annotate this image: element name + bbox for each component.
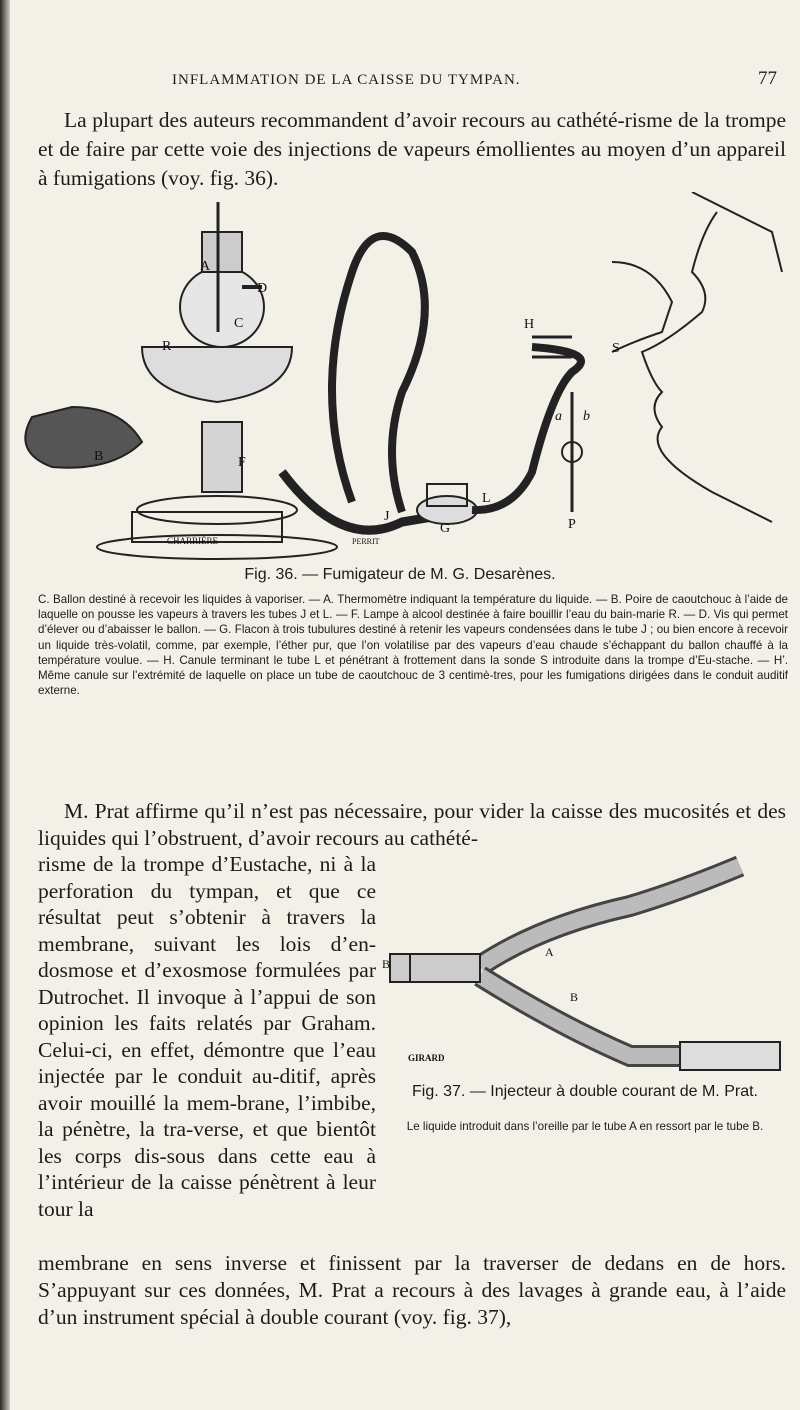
fig37-maker-mark: GIRARD (408, 1053, 445, 1063)
label-A: A (200, 259, 211, 274)
tube-A-highlight (480, 866, 740, 966)
figure-37-illustration (380, 846, 790, 1086)
label-S: S (612, 341, 620, 356)
label-F: F (238, 455, 246, 470)
figure-36-illustration (12, 192, 792, 562)
paragraph-2-tail: membrane en sens inverse et finissent par la traverser de dedans en de hors. S’appuyant sur ces données, M. Prat a recours à des lavages à grande eau, à l’aide d’un instrument spécial à double courant (voy. fig. 37), (38, 1251, 786, 1329)
figure-37-caption: Fig. 37. — Injecteur à double courant de M. Prat. (412, 1083, 758, 1100)
poire-B (25, 407, 142, 468)
maker-mark: CHARRIÈRE (167, 536, 219, 546)
fig37-label-B: B (570, 990, 579, 1004)
fig37-label-B-left: B (382, 957, 391, 971)
fig37-label-A: A (545, 945, 554, 959)
label-a: a (555, 409, 562, 424)
nozzle (390, 954, 480, 982)
patient-head-profile (642, 212, 772, 522)
label-D: D (257, 281, 268, 296)
connector-end (680, 1042, 780, 1070)
label-R: R (162, 339, 172, 354)
injector-drawing (380, 846, 790, 1086)
figure-37-legend: Le liquide introduit dans l’oreille par le tube A en ressort par le tube B. (406, 1120, 764, 1133)
tubing-loop (332, 236, 425, 512)
figure-36-caption: Fig. 36. — Fumigateur de M. G. Desarènes. (244, 566, 556, 583)
label-H: H (524, 317, 535, 332)
label-J: J (384, 509, 390, 524)
paragraph-1: La plupart des auteurs recommandent d’avoir recours au cathété-risme de la trompe et de faire par cette voie des injections de vapeurs émollientes au moyen d’un appareil à fumigations (voy. fig. 36). (38, 108, 786, 190)
sonde-S-inserted (612, 262, 672, 352)
book-binding-edge (0, 0, 10, 1410)
running-header (172, 68, 777, 89)
engraver-mark: PERRIT (352, 537, 380, 546)
ballon-C (180, 267, 264, 347)
paragraph-2-first-line: M. Prat affirme qu’il n’est pas nécessaire, pour vider la caisse des mucosités et des liquides qui l’obstruent, d’avoir recours au cathété- (38, 799, 786, 850)
fumigator-drawing (12, 192, 792, 562)
label-C: C (234, 316, 244, 331)
label-B: B (94, 449, 104, 464)
running-title: INFLAMMATION DE LA CAISSE DU TYMPAN. (172, 72, 521, 88)
label-G: G (440, 521, 451, 536)
bain-marie-R (142, 347, 292, 402)
lampe-F (202, 422, 242, 492)
label-b: b (583, 409, 590, 424)
label-P: P (568, 517, 576, 532)
figure-36-legend: C. Ballon destiné à recevoir les liquides à vaporiser. — A. Thermomètre indiquant la température du liquide. — B. Poire de caoutchouc à l’aide de laquelle on pousse les vapeurs à travers les tubes J et L. — F. Lampe à alcool destinée à faire bouillir l’eau du bain-marie R. — D. Vis qui permet d’élever ou d’abaisser le ballon. — G. Flacon à trois tubulures destiné à retenir les vapeurs condensées dans le tube J ; ou bien encore à recevoir un liquide très-volatil, comme, par exemple, l’éther pur, que l’on volatilise par des vapeurs d’eau chaude s’échappant du ballon chauffé à la température voulue. — H. Canule terminant le tube L et pénétrant à frottement dans la sonde S introduite dans la trompe d’Eu-stache. — H’. Même canule sur l’extrémité de laquelle on place un tube de caoutchouc de 3 centimè-tres, pour les fumigations dirigées dans le conduit auditif externe. (38, 593, 788, 698)
tube-L (472, 347, 581, 510)
label-L: L (482, 491, 491, 506)
page-number: 77 (758, 68, 777, 89)
lamp-body (137, 496, 297, 524)
paragraph-2-wrapped-text: risme de la trompe d’Eustache, ni à la perforation du tympan, et que ce résultat peut s’obtenir à travers la membrane, suivant les lois d’en-dosmose et d’exosmose formulées par Dutrochet. Il invoque à l’appui de son opinion les faits relatés par Graham. Celui-ci, en effet, démontre que l’eau injectée par le conduit au-ditif, après avoir mouillé la mem-brane, l’imbibe, la pénètre, la tra-verse, et que bientôt les corps dis-sous dans cette eau à l’intérieur de la caisse pénètrent à leur tour la (38, 852, 376, 1221)
